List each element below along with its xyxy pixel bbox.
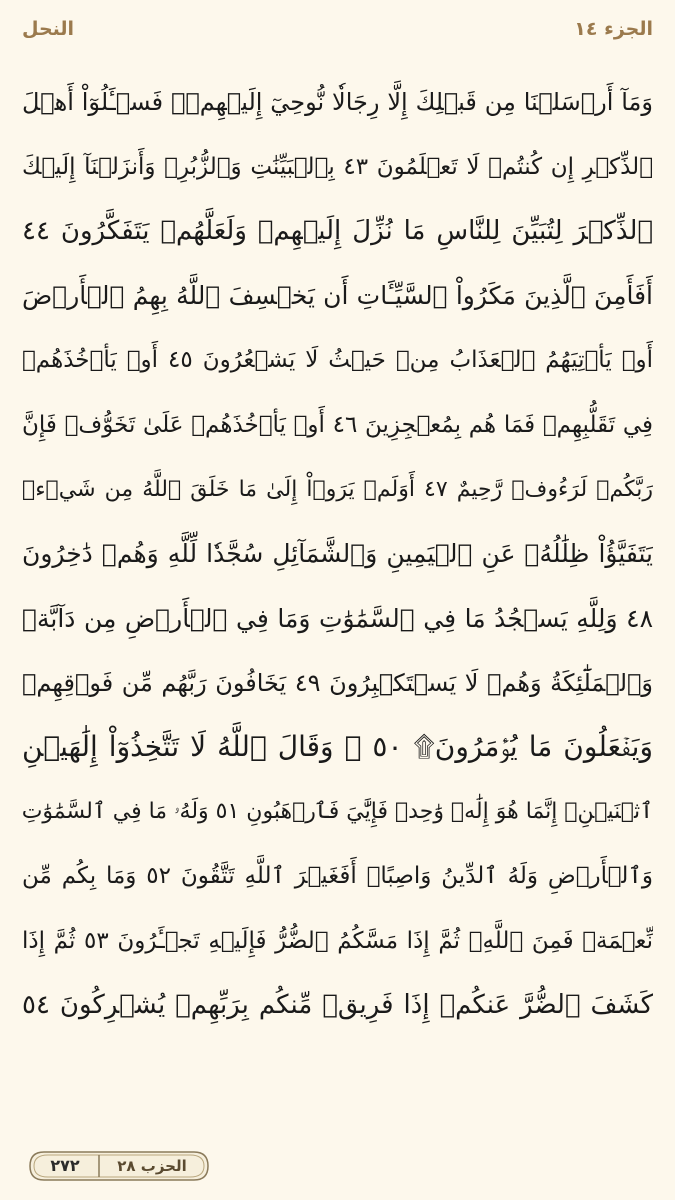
verse-line <box>22 70 653 135</box>
verse-line-text: أَفَأَمِنَ ٱلَّذِينَ مَكَرُواْ ٱلسَّيِّـَٔاتِ أَن يَخۡسِفَ ٱللَّهُ بِهِمُ ٱلۡأَرۡضَ <box>22 281 653 311</box>
verse-line <box>22 199 653 264</box>
verse-line <box>22 780 653 845</box>
verse-line <box>22 651 653 716</box>
page-footer <box>28 1150 210 1182</box>
verse-line <box>22 457 653 522</box>
verse-line <box>22 135 653 200</box>
verse-line <box>22 522 653 587</box>
verse-line-text: نِّعۡمَةٖ فَمِنَ ٱللَّهِۖ ثُمَّ إِذَا مَسَّكُمُ ٱلضُّرُّ فَإِلَيۡهِ تَجۡـَٔرُونَ ٥٣ ثُمَّ إِذَا <box>22 927 653 954</box>
verse-line <box>22 909 653 974</box>
verse-line <box>22 328 653 393</box>
verse-line-text: أَوۡ يَأۡتِيَهُمُ ٱلۡعَذَابُ مِنۡ حَيۡثُ لَا يَشۡعُرُونَ ٤٥ أَوۡ يَأۡخُذَهُمۡ <box>22 347 653 374</box>
verse-line-text: ٤٨ وَلِلَّهِ يَسۡجُدُ مَا فِي ٱلسَّمَٰوَٰتِ وَمَا فِي ٱلۡأَرۡضِ مِن دَآبَّةٖ <box>22 603 653 633</box>
verse-line-text: وَٱلۡأَرۡضِ وَلَهُ ٱلدِّينُ وَاصِبًاۚ أَفَغَيۡرَ ٱللَّهِ تَتَّقُونَ ٥٢ وَمَا بِكُم مِّن <box>22 863 653 890</box>
verse-line-text: ٱلذِّكۡرَ لِتُبَيِّنَ لِلنَّاسِ مَا نُزِّلَ إِلَيۡهِمۡ وَلَعَلَّهُمۡ يَتَفَكَّرُونَ ٤٤ <box>22 216 653 247</box>
verse-line <box>22 586 653 651</box>
verse-line <box>22 844 653 909</box>
verse-line <box>22 973 653 1038</box>
verse-line-text: وَمَآ أَرۡسَلۡنَا مِن قَبۡلِكَ إِلَّا رِجَالٗا نُّوحِيٓ إِلَيۡهِمۡۖ فَسۡـَٔلُوٓاْ أَهۡلَ <box>22 88 653 117</box>
verse-line-text: وَيَفۡعَلُونَ مَا يُؤۡمَرُونَ۩ ٥٠ ۞ وَقَالَ ٱللَّهُ لَا تَتَّخِذُوٓاْ إِلَٰهَيۡنِ <box>22 730 653 764</box>
verse-line-text: ٱثۡنَيۡنِۖ إِنَّمَا هُوَ إِلَٰهٞ وَٰحِدٞ فَإِيَّٰيَ فَٱرۡهَبُونِ ٥١ وَلَهُۥ مَا فِي ٱلسَّمَٰوَٰتِ <box>22 799 653 825</box>
verse-line-text: يَتَفَيَّؤُاْ ظِلَٰلُهُۥ عَنِ ٱلۡيَمِينِ وَٱلشَّمَآئِلِ سُجَّدٗا لِّلَّهِ وَهُمۡ دَٰخِرُونَ <box>22 539 653 569</box>
verse-line-text: كَشَفَ ٱلضُّرَّ عَنكُمۡ إِذَا فَرِيقٞ مِّنكُم بِرَبِّهِمۡ يُشۡرِكُونَ ٥٤ <box>22 990 653 1021</box>
verse-line-text: ٱلذِّكۡرِ إِن كُنتُمۡ لَا تَعۡلَمُونَ ٤٣ بِٱلۡبَيِّنَٰتِ وَٱلزُّبُرِۗ وَأَنزَلۡنَآ إِلَيۡكَ <box>22 153 653 180</box>
hizb-label: الحزب ٢٨ <box>117 1157 187 1175</box>
surah-name: النحل <box>22 18 75 40</box>
page-header <box>22 12 653 46</box>
page-number: ٢٧٢ <box>50 1156 80 1175</box>
verse-line-text: وَٱلۡمَلَٰٓئِكَةُ وَهُمۡ لَا يَسۡتَكۡبِرُونَ ٤٩ يَخَافُونَ رَبَّهُم مِّن فَوۡقِهِمۡ <box>22 668 653 697</box>
verse-line <box>22 715 653 780</box>
juz-label: الجزء ١٤ <box>574 18 653 40</box>
verse-line-text: رَبَّكُمۡ لَرَءُوفٞ رَّحِيمٌ ٤٧ أَوَلَمۡ يَرَوۡاْ إِلَىٰ مَا خَلَقَ ٱللَّهُ مِن شَيۡءٖ <box>22 476 653 502</box>
verse-line-text: فِي تَقَلُّبِهِمۡ فَمَا هُم بِمُعۡجِزِينَ ٤٦ أَوۡ يَأۡخُذَهُمۡ عَلَىٰ تَخَوُّفٖ فَإِنَّ <box>22 411 653 438</box>
verse-line <box>22 393 653 458</box>
verse-text-block <box>22 70 653 1038</box>
verse-line <box>22 264 653 329</box>
